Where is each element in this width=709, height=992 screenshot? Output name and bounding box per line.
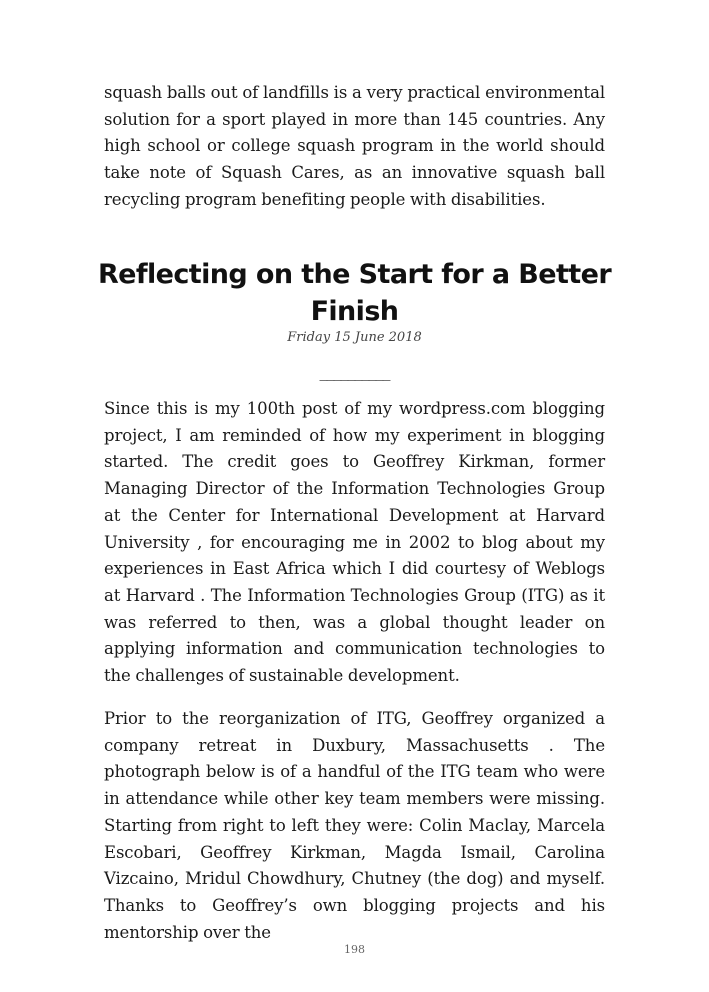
paragraph-squash-recycling: squash balls out of landfills is a very practical environmental solution for a sport played in more than 145 countries. Any high school or college squash program in the world should take note of Squash Cares, as an innovative squash ball recycling program benefiting people with disabilities. <box>104 83 605 209</box>
separator-line: __________ <box>319 362 390 381</box>
paragraph-blogging-origin: Since this is my 100th post of my wordpress.com blogging project, I am reminded of how my experiment in blogging started. The credit goes to Geoffrey Kirkman, former Managing Director of the Information Technologies Group at the Center for International Development at Harvard University , for encouraging me in 2002 to blog about my experiences in East Africa which I did courtesy of Weblogs at Harvard . The Information Technologies Group (ITG) as it was referred to then, was a global thought leader on applying information and communication technologies to the challenges of sustainable development. <box>104 399 605 686</box>
page-number: 198 <box>344 943 365 956</box>
paragraph-itg-retreat: Prior to the reorganization of ITG, Geoffrey organized a company retreat in Duxbury, Massachusetts . The photograph below is of a handful of the ITG team who were in attendance while other key team members were missing. Starting from right to left they were: Colin Maclay, Marcela Escobari, Geoffrey Kirkman, Magda Ismail, Carolina Vizcaino, Mridul Chowdhury, Chutney (the dog) and myself. Thanks to Geoffrey’s own blogging projects and his mentorship over the <box>104 709 605 942</box>
post-heading: Reflecting on the Start for a Better Finish <box>97 259 612 327</box>
post-date: Friday 15 June 2018 <box>287 330 422 345</box>
